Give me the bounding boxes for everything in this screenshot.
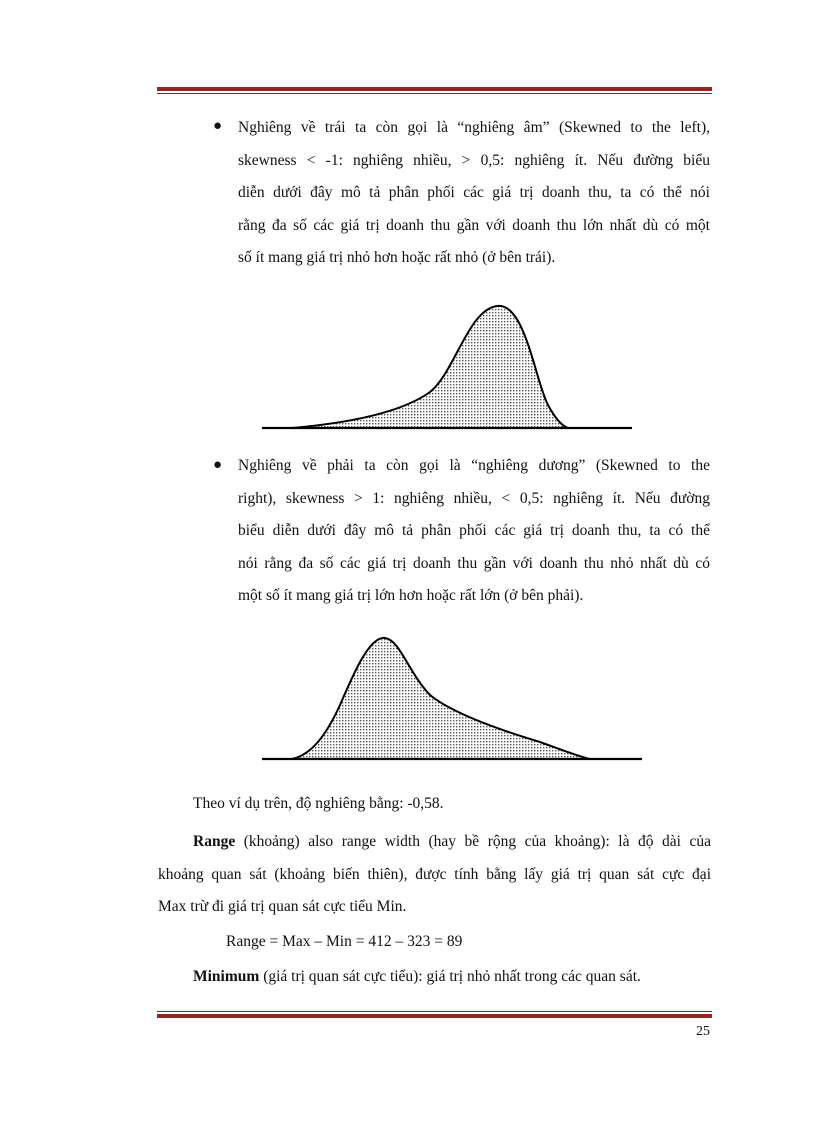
- bullet-paragraph-left-skew: [238, 112, 710, 275]
- range-definition: (khoảng) also range width (hay bề rộng của khoảng): là độ dài của: [235, 833, 711, 850]
- range-formula: Range = Max – Min = 412 – 323 = 89: [226, 933, 463, 950]
- minimum-paragraph: [193, 968, 641, 986]
- right-skewed-curve-area: [292, 638, 590, 759]
- text-line: skewness < -1: nghiêng nhiều, > 0,5: nghiêng ít. Nếu đường biểu: [238, 151, 710, 169]
- text-line: Nghiêng về trái ta còn gọi là “nghiêng âm” (Skewned to the left),: [238, 119, 710, 136]
- range-term: Range: [193, 833, 236, 850]
- skewness-example: Theo ví dụ trên, độ nghiêng bằng: -0,58.: [193, 795, 444, 812]
- text-line: biểu diễn dưới đây mô tả phân phối các giá trị doanh thu, ta có thể: [238, 522, 710, 539]
- range-paragraph: [158, 826, 711, 924]
- text-line: số ít mang giá trị nhỏ hơn hoặc rất nhỏ (ở bên trái).: [238, 249, 556, 266]
- minimum-term: Minimum: [193, 968, 260, 985]
- minimum-definition: (giá trị quan sát cực tiểu): giá trị nhỏ nhất trong các quan sát.: [259, 968, 641, 985]
- page-number: 25: [696, 1024, 710, 1039]
- left-skewed-curve-area: [292, 306, 568, 428]
- text-line: right), skewness > 1: nghiêng nhiều, < 0,5: nghiêng ít. Nếu đường: [238, 489, 710, 507]
- bullet-icon: ●: [213, 118, 223, 134]
- text-line: diễn dưới đây mô tả phân phối các giá trị doanh thu, ta có thể nói: [238, 184, 710, 201]
- text-line: khoảng quan sát (khoảng biến thiên), được tính bằng lấy giá trị quan sát cực đại: [158, 865, 711, 883]
- text-line: nói rằng đa số các giá trị doanh thu gần với doanh thu nhỏ nhất dù có: [238, 554, 710, 572]
- text-line: [158, 826, 711, 859]
- bullet-paragraph-right-skew: [238, 450, 710, 613]
- text-line: Max trừ đi giá trị quan sát cực tiểu Min.: [158, 898, 407, 915]
- header-rule: [157, 87, 712, 94]
- text-line: rằng đa số các giá trị doanh thu gần với doanh thu lớn nhất dù có một: [238, 216, 710, 234]
- bullet-icon: ●: [213, 457, 223, 473]
- footer-rule: [157, 1011, 712, 1018]
- text-line: một số ít mang giá trị lớn hơn hoặc rất lớn (ở bên phải).: [238, 587, 584, 604]
- text-line: Nghiêng về phải ta còn gọi là “nghiêng dương” (Skewned to the: [238, 457, 710, 474]
